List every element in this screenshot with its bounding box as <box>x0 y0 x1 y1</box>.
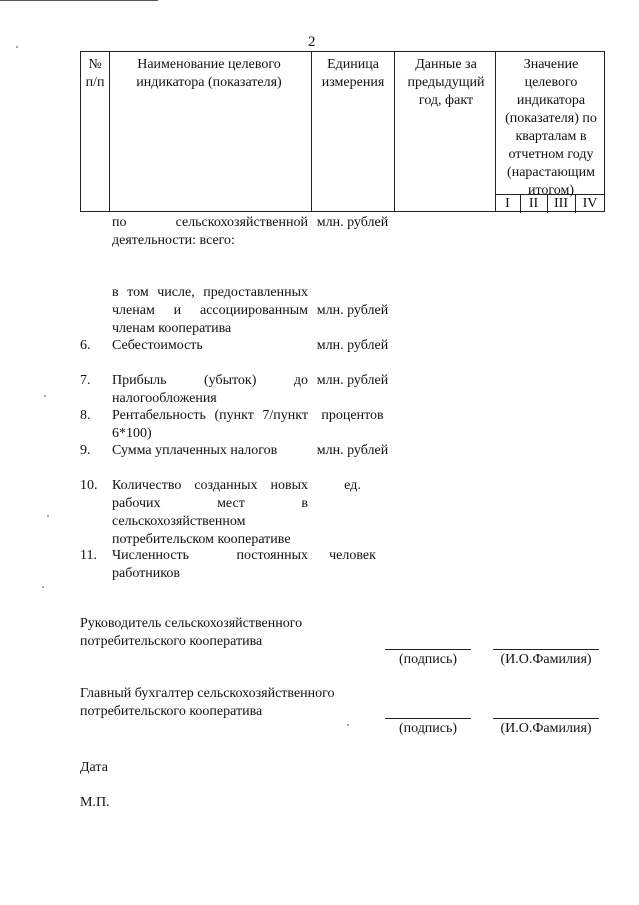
row-name: Количество созданных новых рабочих мест в сельскохозяйственном потребительском кооперативе <box>112 478 308 547</box>
date-label: Дата <box>80 760 108 775</box>
column-divider <box>311 52 312 211</box>
row-name: по сельскохозяйственной деятельности: всего: <box>112 215 308 248</box>
header-name: Наименование целевого индикатора (показателя) <box>136 57 282 90</box>
row-number: 7. <box>80 373 91 388</box>
row-number: 10. <box>80 478 98 493</box>
scan-speck <box>16 46 18 48</box>
header-unit: Единица измерения <box>321 57 385 90</box>
row-unit: процентов <box>321 408 384 423</box>
column-divider <box>495 52 496 211</box>
table-header <box>80 51 605 212</box>
row-unit: млн. рублей <box>316 338 389 353</box>
director-signature-line <box>385 649 471 650</box>
quarter-2: II <box>528 196 539 211</box>
accountant-name-line <box>493 718 599 719</box>
scan-speck <box>347 724 349 726</box>
row-unit: млн. рублей <box>316 373 389 388</box>
row-unit: млн. рублей <box>316 215 389 230</box>
row-number: 6. <box>80 338 91 353</box>
row-name: Численность постоянных работников <box>112 548 308 581</box>
quarter-3: III <box>554 196 568 211</box>
row-number: 9. <box>80 443 91 458</box>
row-unit: млн. рублей <box>316 443 389 458</box>
director-name-line <box>493 649 599 650</box>
scan-speck <box>44 395 46 397</box>
row-unit: человек <box>329 548 376 563</box>
page-number: 2 <box>308 34 316 50</box>
quarter-1: I <box>505 196 510 211</box>
header-value: Значение целевого индикатора (показателя) по кварталам в отчетном году (нарастающим итогом) <box>505 57 597 198</box>
header-prev: Данные за предыдущий год, факт <box>407 57 485 108</box>
row-number: 8. <box>80 408 91 423</box>
accountant-name-caption: (И.О.Фамилия) <box>500 721 592 736</box>
row-name: Сумма уплаченных налогов <box>112 443 278 458</box>
accountant-signature-caption: (подпись) <box>398 721 458 736</box>
scan-speck <box>47 515 49 517</box>
row-name: в том числе, предоставленных членам и ассоциированным членам кооператива <box>112 285 308 336</box>
header-num: № п/п <box>85 57 105 90</box>
scan-speck <box>42 586 44 588</box>
accountant-title: Главный бухгалтер сельскохозяйственного потребительского кооператива <box>80 686 335 719</box>
stamp-label: М.П. <box>80 795 110 810</box>
row-number: 11. <box>80 548 97 563</box>
row-name: Рентабельность (пункт 7/пункт 6*100) <box>112 408 308 441</box>
row-name: Себестоимость <box>112 338 203 353</box>
column-divider <box>109 52 110 211</box>
director-name-caption: (И.О.Фамилия) <box>500 652 592 667</box>
quarter-row <box>495 194 604 213</box>
quarter-4: IV <box>582 196 598 211</box>
director-title: Руководитель сельскохозяйственного потребительского кооператива <box>80 616 303 649</box>
column-divider <box>394 52 395 211</box>
director-signature-caption: (подпись) <box>398 652 458 667</box>
row-unit: млн. рублей <box>316 303 389 318</box>
row-name: Прибыль (убыток) до налогообложения <box>112 373 308 406</box>
top-rule <box>0 0 158 1</box>
row-unit: ед. <box>344 478 361 493</box>
accountant-signature-line <box>385 718 471 719</box>
